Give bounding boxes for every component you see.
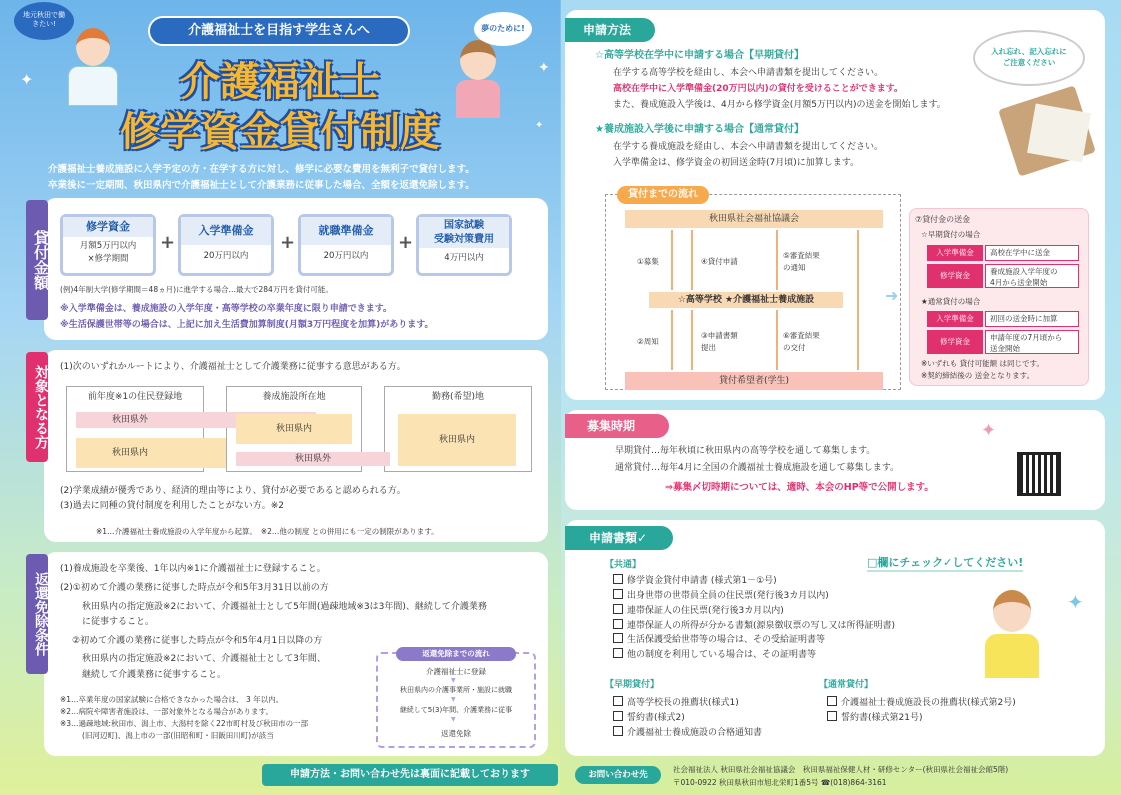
method-h1: ☆高等学校在学中に申請する場合【早期貸付】 [595, 50, 804, 61]
method-h2b: 入学準備金は、修学資金の初回送金時(7月頃)に加算します。 [613, 158, 860, 168]
exempt-line-6: 秋田県内の指定施設※2において、介護福祉士として3年間、 [82, 654, 326, 664]
route-col-1-title: 前年度※1の住民登録地 [87, 392, 183, 402]
left-footer: 申請方法・お問い合わせ先は裏面に記載しております [262, 764, 558, 786]
checklist-item[interactable] [613, 604, 1003, 619]
exempt-footnote-4: (旧河辺町)、潟上市の一部(旧昭和町・旧飯田川町)が該当 [82, 731, 274, 740]
exempt-line-5: ②初めて介護の業務に従事した時点が令和5年4月1日以降の方 [72, 636, 323, 646]
exempt-flow-step: 秋田県内の介護事業所・施設に就職 [400, 686, 512, 694]
loan-item-amount: 20万円以内 [323, 251, 369, 261]
loan-example: (例)4年制大学(修学期間＝48ヵ月)に進学する場合…最大で284万円を貸付可能。 [60, 285, 333, 294]
remit-early: ☆早期貸付の場合 [921, 230, 981, 239]
loan-item-tuition [60, 214, 156, 276]
remit-e1-key: 入学準備金 [927, 245, 983, 261]
checklist-label: 生活保護受給世帯等の場合は、その受給証明書等 [627, 635, 826, 646]
plus-icon: + [160, 232, 176, 253]
checklist-label: 連帯保証人の所得が分かる書類(源泉徴収票の写し又は所得証明書) [627, 620, 896, 631]
arrow-down-icon: ▼ [451, 716, 456, 723]
recruit-tab: 募集時期 [565, 414, 669, 438]
checkbox-icon[interactable] [613, 711, 623, 721]
checklist-item[interactable] [827, 696, 1067, 711]
target-item-1: (1)次のいずれかルートにより、介護福祉士として介護業務に従事する意思がある方。 [60, 362, 406, 372]
docs-common-label: 【共通】 [605, 560, 642, 570]
flow-council: 秋田県社会福祉協議会 [625, 210, 883, 228]
recruit-line-1: 早期貸付…毎年秋頃に秋田県内の高等学校を通して募集します。 [615, 446, 876, 456]
arrow-down-icon [671, 310, 673, 370]
exempt-flow-step: 継続して5(3)年間、介護業務に従事 [399, 706, 513, 714]
checkbox-icon[interactable] [613, 696, 623, 706]
top-ribbon: 介護福祉士を目指す学生さんへ [148, 16, 410, 46]
sparkle-icon: ✦ [1067, 590, 1084, 614]
exempt-line-2: (2)①初めて介護の業務に従事した時点が令和5年3月31日以前の方 [60, 583, 329, 593]
checklist-label: 修学資金貸付申請書 (様式第1－①号) [627, 576, 777, 586]
qr-code-icon[interactable] [1017, 452, 1061, 496]
arrow-down-icon: ▼ [451, 677, 456, 684]
arrow-down-icon: ▼ [451, 696, 456, 703]
target-item-3: (3)過去に同種の貸付制度を利用したことがない方。※2 [60, 501, 285, 511]
checklist-item[interactable] [613, 633, 1003, 648]
loan-item-name: 入学準備金 [181, 217, 271, 245]
flow-step-2: ②周知 [637, 337, 659, 346]
exempt-footnote-1: ※1…卒業年度の国家試験に合格できなかった場合は、 3 年以内。 [60, 695, 284, 704]
sparkle-icon: ✦ [538, 60, 550, 76]
flow-step-1: ①募集 [637, 257, 659, 266]
plus-icon: + [398, 232, 414, 253]
target-footnote: ※1…介護福祉士養成施設の入学年度から起算。 ※2…他の制度 との併用にも一定の制限があります。 [96, 527, 439, 536]
remit-n1-val: 初回の送金時に加算 [985, 311, 1079, 327]
recruit-line-2: 通常貸付…毎年4月に全国の介護福祉士養成施設を通して募集します。 [615, 463, 900, 473]
checkbox-icon[interactable] [613, 633, 623, 643]
exempt-footnote-2: ※2…病院や障害者施設は、一部対象外となる場合があります。 [60, 707, 273, 716]
route-out-1: 秋田県外 [76, 412, 316, 428]
checklist-item[interactable] [613, 696, 813, 711]
checkbox-icon[interactable] [827, 696, 837, 706]
checklist-label: 高等学校長の推薦状(様式1) [627, 698, 739, 708]
method-tab: 申請方法 [565, 18, 655, 42]
checkbox-icon[interactable] [613, 574, 623, 584]
loan-item-name: 国家試験 受験対策費用 [419, 217, 509, 248]
route-out-2: 秋田県外 [236, 452, 390, 466]
target-tab: 対象となる方 [26, 352, 48, 462]
method-h1a: 在学する高等学校を経由し、本会へ申請書類を提出してください。 [613, 68, 884, 78]
flow-applicant: 貸付希望者(学生) [625, 372, 883, 390]
route-in-2: 秋田県内 [236, 414, 352, 444]
arrow-right-icon: ➜ [885, 286, 899, 305]
remit-title: ⑦貸付金の送金 [915, 215, 971, 224]
loan-item-name: 就職準備金 [301, 217, 391, 245]
checklist-label: 連帯保証人の住民票(発行後3カ月以内) [627, 605, 784, 616]
flow-step-5: ⑤審査結果 の通知 [783, 251, 820, 272]
checkbox-icon[interactable] [613, 726, 623, 736]
flow-step-3: ③申請書類 提出 [701, 331, 738, 352]
title-line-2: 修学資金貸付制度 [120, 109, 440, 155]
checklist-item[interactable] [613, 711, 813, 726]
remit-n2-key: 修学資金 [927, 330, 983, 354]
exempt-line-7: 継続して介護業務に従事すること。 [82, 670, 227, 680]
docs-tab: 申請書類✓ [565, 526, 673, 550]
checklist-item[interactable] [827, 711, 1067, 726]
contact-label: お問い合わせ先 [575, 766, 661, 784]
target-item-2: (2)学業成績が優秀であり、経済的理由等により、貸付が必要であると認められる方。 [60, 486, 406, 496]
docs-common-list [613, 574, 1003, 663]
arrow-up-icon [691, 230, 693, 290]
checkbox-icon[interactable] [613, 619, 623, 629]
checklist-item[interactable] [613, 619, 1003, 634]
flow-school: ☆高等学校 ★介護福祉士養成施設 [649, 292, 843, 308]
remit-note-1: ※いずれも 貸付可能額 は同じです。 [921, 359, 1044, 368]
envelope-paper [1027, 104, 1091, 163]
flow-step-6: ⑥審査結果 の交付 [783, 331, 820, 352]
docs-early-list [613, 696, 813, 741]
exempt-flow-title: 返還免除までの流れ [396, 647, 516, 661]
checkbox-icon[interactable] [613, 589, 623, 599]
arrow-up-icon [691, 310, 693, 370]
checklist-item[interactable] [613, 726, 813, 741]
method-h1b: 高校在学中に入学準備金(20万円以内)の貸付を受けることができます。 [613, 84, 904, 94]
exempt-line-1: (1)養成施設を卒業後、1年以内※1に介護福祉士に登録すること。 [60, 564, 326, 574]
sparkle-icon: ✦ [535, 120, 544, 131]
sparkle-icon: ✦ [20, 70, 34, 89]
docs-normal-label: 【通常貸付】 [819, 680, 874, 690]
exempt-line-4: に従事すること。 [82, 617, 155, 627]
plus-icon: + [280, 232, 296, 253]
checklist-label: 誓約書(様式第21号) [841, 712, 923, 723]
exempt-flow-step: 介護福祉士に登録 [426, 667, 486, 676]
recruit-line-3: ⇒募集〆切時期については、適時、本会のHP等で公開します。 [665, 482, 934, 493]
flow-step-4: ④貸付申請 [701, 257, 738, 266]
exempt-flow-step: 返還免除 [441, 729, 471, 738]
remit-e2-key: 修学資金 [927, 264, 983, 288]
checkbox-icon[interactable] [613, 648, 623, 658]
flow-title: 貸付までの流れ [617, 186, 709, 204]
woman-checking-illustration [977, 590, 1047, 678]
remit-e1-val: 高校在学中に送金 [985, 245, 1079, 261]
method-h2: ★養成施設入学後に申請する場合【通常貸付】 [595, 124, 804, 135]
loan-item-name: 修学資金 [63, 217, 153, 237]
checkbox-icon[interactable] [827, 711, 837, 721]
route-in-1: 秋田県内 [76, 438, 226, 468]
checklist-label: 介護福祉士養成施設長の推薦状(様式第2号) [841, 698, 1016, 708]
route-col-2-title: 養成施設所在地 [262, 392, 326, 402]
arrow-down-icon [857, 230, 859, 370]
right-page [561, 0, 1121, 795]
checklist-item[interactable] [613, 589, 1003, 604]
method-h1c: また、養成施設入学後は、4月から修学資金(月額5万円以内)の送金を開始します。 [613, 100, 946, 110]
docs-normal-list [827, 696, 1067, 726]
loan-item-admission [178, 214, 274, 276]
docs-early-label: 【早期貸付】 [605, 680, 660, 690]
checklist-label: 誓約書(様式2) [627, 712, 685, 723]
checklist-label: 介護福祉士養成施設の合格通知書 [627, 727, 763, 738]
remit-normal: ★通常貸付の場合 [921, 297, 981, 306]
student-illustration-male [62, 28, 122, 108]
student-illustration-female [450, 40, 506, 118]
checklist-label: 他の制度を利用している場合は、その証明書等 [627, 650, 817, 661]
remit-n1-key: 入学準備金 [927, 311, 983, 327]
loan-note-1: ※入学準備金は、養成施設の入学年度・高等学校の卒業年度に限り申請できます。 [60, 304, 393, 314]
loan-note-2: ※生活保護世帯等の場合は、上記に加え生活費加算制度(月額3万円程度を加算)があります。 [60, 320, 434, 330]
sparkle-icon: ✦ [981, 420, 997, 441]
method-h2a: 在学する養成施設を経由し、本会へ申請書類を提出してください。 [613, 142, 884, 152]
loan-item-amount: 20万円以内 [203, 251, 249, 261]
loan-item-amount: 4万円以内 [444, 253, 484, 263]
checkbox-icon[interactable] [613, 604, 623, 614]
exempt-tab: 返還免除条件 [26, 554, 48, 674]
checklist-label: 出身世帯の世帯員全員の住民票(発行後3カ月以内) [627, 590, 829, 601]
bubble-right: 夢のために! [474, 12, 532, 46]
arrow-down-icon [776, 230, 778, 290]
bubble-left: 地元秋田で働きたい! [14, 2, 74, 40]
check-instruction: □欄にチェック✓してください! [867, 554, 1023, 572]
checklist-item[interactable] [613, 648, 1003, 663]
loan-tab: 貸付金額 [26, 200, 48, 320]
contact-line-2: 〒010-0922 秋田県秋田市旭北栄町1番5号 ☎(018)864-3161 [673, 778, 887, 787]
intro-line-1: 介護福祉士養成施設に入学予定の方・在学する方に対し、修学に必要な費用を無利子で貸付します。 [48, 164, 475, 175]
loan-item-exam [416, 214, 512, 276]
title-line-1: 介護福祉士 [180, 59, 380, 105]
route-col-3-title: 勤務(希望)地 [431, 392, 485, 402]
envelope-bubble: 入れ忘れ、記入忘れに ご注意ください [973, 30, 1085, 86]
exempt-line-3: 秋田県内の指定施設※2において、介護福祉士として5年間(過疎地域※3は3年間)、継続して介護業務 [82, 602, 487, 612]
contact-line-1: 社会福祉法人 秋田県社会福祉協議会 秋田県福祉保健人材・研修センター(秋田県社会福祉会館5階) [673, 765, 1009, 774]
exempt-footnote-3: ※3…過疎地域:秋田市、潟上市、大潟村を除く22市町村及び秋田市の一部 [60, 719, 309, 728]
remit-e2-val: 養成施設入学年度の 4月から送金開始 [985, 264, 1079, 288]
loan-item-amount: 月額5万円以内 ×修学期間 [79, 241, 137, 264]
intro-line-2: 卒業後に一定期間、秋田県内で介護福祉士として介護業務に従事した場合、全額を返還免除します。 [48, 180, 475, 191]
left-page [0, 0, 560, 795]
loan-item-employment [298, 214, 394, 276]
remit-note-2: ※契約締結後の 送金となります。 [921, 371, 1035, 380]
checklist-item[interactable] [613, 574, 1003, 589]
remit-n2-val: 申請年度の7月頃から 送金開始 [985, 330, 1079, 354]
route-in-3: 秋田県内 [398, 414, 516, 466]
arrow-down-icon [671, 230, 673, 290]
arrow-down-icon [776, 310, 778, 370]
